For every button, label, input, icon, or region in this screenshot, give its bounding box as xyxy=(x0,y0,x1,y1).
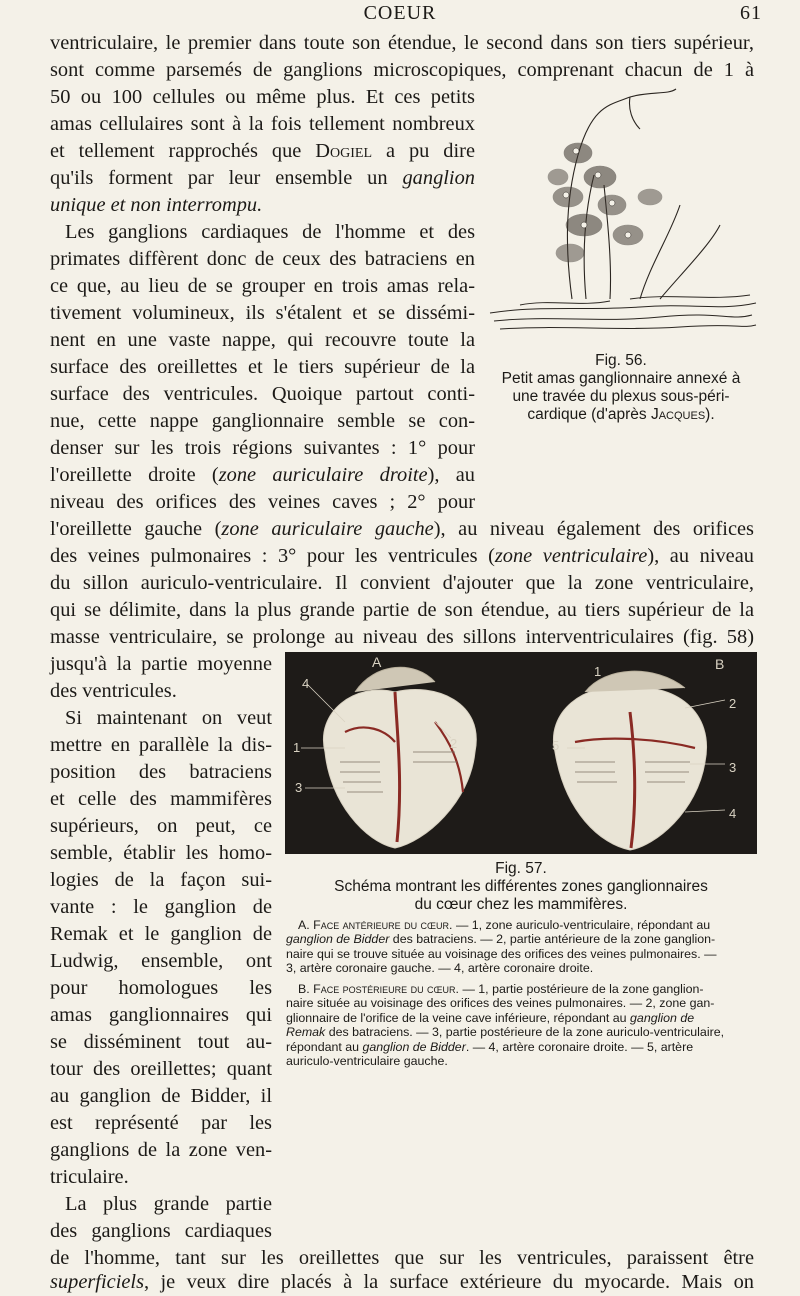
fig57-marker: 4 xyxy=(729,806,737,821)
fig57-marker: 2 xyxy=(450,736,458,751)
text-line: surface des oreillettes et le tiers supérieur de la xyxy=(50,356,475,378)
text-line: et tellement rapprochés que Dogiel a pu dire xyxy=(50,140,475,162)
text-line: Ludwig, ensemble, ont xyxy=(50,950,272,972)
text-line: Remak et le ganglion de xyxy=(50,923,272,945)
text-line: amas ganglionnaires qui xyxy=(50,1004,272,1026)
text-line: denser sur les trois régions suivantes : 1° pour xyxy=(50,437,475,459)
text-line: pour homologues les xyxy=(50,977,272,999)
text-line: se disséminent tout au- xyxy=(50,1031,272,1053)
fig57-marker: 3 xyxy=(729,760,737,775)
fig57-panel-label-a: A xyxy=(372,654,382,670)
text-line: tivement volumineux, ils s'étalent et se dissémi- xyxy=(50,302,475,324)
figure-57-legend-a: A. Face antérieure du cœur. — 1, zone auriculo-ventriculaire, répondant au ganglion de Bidder des batraciens. — 2, partie antérieure de la zone ganglion- naire qui se trouve située au voisinage des orifices des veines pulmonaires. — 3, artère coronaire gauche. — 4, artère coronaire droite. xyxy=(286,918,717,976)
text-line: 50 ou 100 cellules ou même plus. Et ces petits xyxy=(50,86,475,108)
text-line: des ganglions cardiaques xyxy=(50,1220,272,1242)
text-line: jusqu'à la partie moyenne xyxy=(50,653,272,675)
text-line: semble, établir les homo- xyxy=(50,842,272,864)
fig57-marker: 2 xyxy=(729,696,737,711)
author-name: Jacques xyxy=(650,406,706,423)
text-line: unique et non interrompu. xyxy=(50,194,263,216)
fig57-marker: 1 xyxy=(594,664,602,679)
text-line: l'oreillette droite (zone auriculaire droite), au xyxy=(50,464,476,486)
text-line: amas cellulaires sont à la fois tellement nombreux xyxy=(50,113,475,135)
author-name: Dogiel xyxy=(315,140,372,162)
figure-57-legend-b: B. Face postérieure du cœur. — 1, partie postérieure de la zone ganglion- naire située au voisinage des orifices des veines pulmonaires. — 2, zone gan- glionnaire de l'orifice de la veine cave inférieure, répondant au ganglion de Remak des batraciens. — 3, partie postérieure de la zone auriculo-ventriculaire, répondant au ganglion de Bidder. — 4, artère coronaire droite. — 5, artère auriculo-ventriculaire gauche. xyxy=(286,982,725,1069)
text-line: du sillon auriculo-ventriculaire. Il convient d'ajouter que la zone ventriculaire, xyxy=(50,572,754,594)
text-line: triculaire. xyxy=(50,1166,129,1188)
text-line: logies de la façon sui- xyxy=(50,869,272,891)
text-line: ganglions de la zone ven- xyxy=(50,1139,272,1161)
text-line: des ventricules. xyxy=(50,680,177,702)
figure-56-illustration xyxy=(480,85,760,335)
text-line: Si maintenant on veut xyxy=(65,707,272,729)
text-line: position des batraciens xyxy=(50,761,272,783)
text-line: vante : le ganglion de xyxy=(50,896,272,918)
text-line: nue, cette nappe ganglionnaire semble se con- xyxy=(50,410,475,432)
page-number: 61 xyxy=(740,2,762,24)
text-line: primates diffèrent donc de ceux des batraciens en xyxy=(50,248,475,270)
text-line: de l'homme, tant sur les oreillettes que sur les ventricules, paraissent être xyxy=(50,1247,754,1269)
text-line: surface des ventricules. Quoique partout conti- xyxy=(50,383,475,405)
text-line: tour des oreillettes; quant xyxy=(50,1058,272,1080)
text-line: qui se délimite, dans la plus grande partie de son étendue, au tiers supérieur de la xyxy=(50,599,754,621)
text-line: l'oreillette gauche (zone auriculaire gauche), au niveau également des orifices xyxy=(50,518,754,540)
text-line: au ganglion de Bidder, il xyxy=(50,1085,272,1107)
text-line: ventriculaire, le premier dans toute son étendue, le second dans son tiers supérieur, xyxy=(50,32,754,54)
text-line: masse ventriculaire, se prolonge au niveau des sillons interventriculaires (fig. 58) xyxy=(50,626,754,648)
fig57-marker: 4 xyxy=(302,676,310,691)
text-line: est représenté par les xyxy=(50,1112,272,1134)
text-line: superficiels, je veux dire placés à la surface extérieure du myocarde. Mais on xyxy=(50,1271,754,1293)
text-line: Les ganglions cardiaques de l'homme et des xyxy=(65,221,475,243)
figure-57-caption: Fig. 57. Schéma montrant les différentes zones ganglionnaires du cœur chez les mammifères. xyxy=(286,860,756,914)
text-line: qu'ils forment par leur ensemble un ganglion xyxy=(50,167,475,189)
fig57-marker: 5 xyxy=(552,738,560,753)
figure-56-label: Fig. 56. xyxy=(595,352,647,369)
text-line: nent en une vaste nappe, qui recouvre toute la xyxy=(50,329,475,351)
fig57-marker: 1 xyxy=(293,740,301,755)
text-line: La plus grande partie xyxy=(65,1193,272,1215)
text-line: supérieurs, on peut, ce xyxy=(50,815,272,837)
text-line: des veines pulmonaires : 3° pour les ventricules (zone ventriculaire), au niveau xyxy=(50,545,754,567)
text-line: ce que, au lieu de se grouper en trois amas rela- xyxy=(50,275,475,297)
figure-57-illustration xyxy=(285,652,757,854)
text-line: et celle des mammifères xyxy=(50,788,272,810)
fig57-panel-label-b: B xyxy=(715,656,725,672)
running-head: COEUR xyxy=(363,2,437,24)
text-line: niveau des orifices des veines caves ; 2° pour xyxy=(50,491,475,513)
text-line: sont comme parsemés de ganglions microscopiques, comprenant chacun de 1 à xyxy=(50,59,754,81)
fig57-marker: 3 xyxy=(295,780,303,795)
figure-57-label: Fig. 57. xyxy=(495,860,547,877)
text-line: mettre en parallèle la dis- xyxy=(50,734,272,756)
figure-56-caption: Fig. 56. Petit amas ganglionnaire annexé à une travée du plexus sous-péri- cardique (d'après Jacques). xyxy=(486,352,756,424)
